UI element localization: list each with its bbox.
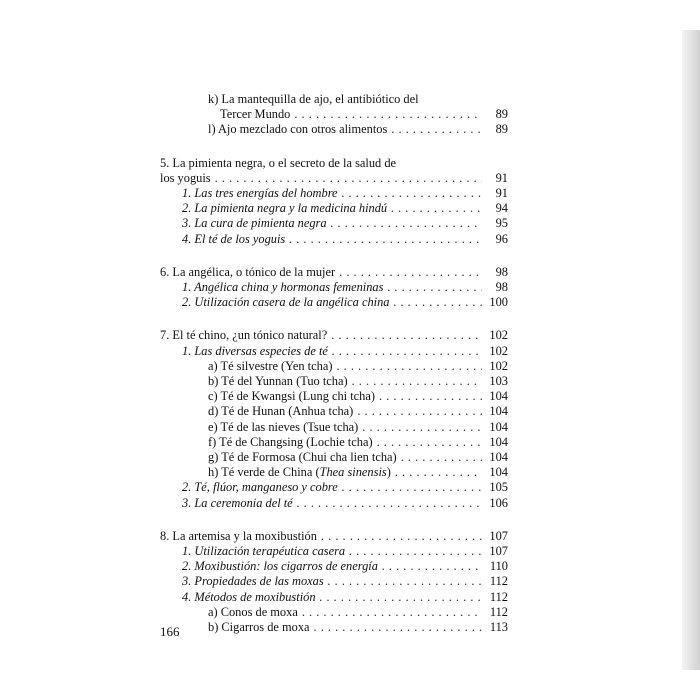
- toc-entry: [160, 344, 508, 359]
- dot-leader: [302, 605, 482, 620]
- toc-entry-title: 3. Propiedades de las moxas: [182, 574, 324, 589]
- toc-entry: [160, 216, 508, 231]
- dot-leader: [377, 435, 482, 450]
- toc-entry: [160, 544, 508, 559]
- toc-page-number: 89: [495, 122, 508, 137]
- toc-page-number: 104: [489, 434, 508, 449]
- toc-entry: [160, 201, 508, 216]
- toc-entry-title: 1. Utilización terapéutica casera: [182, 544, 346, 559]
- toc-page-number: 112: [489, 589, 508, 604]
- toc-entry: [160, 605, 508, 620]
- toc-entry-title: a) Conos de moxa: [208, 604, 298, 619]
- toc-page-number: 98: [495, 280, 508, 295]
- toc-entry-title-part: ): [386, 465, 391, 480]
- toc-entry: [160, 574, 508, 589]
- dot-leader: [349, 544, 482, 559]
- toc-entry: [160, 122, 508, 137]
- toc-page-number: 94: [495, 201, 508, 216]
- toc-page-number: 104: [489, 404, 508, 419]
- toc-entry: [160, 265, 508, 280]
- toc-page-number: 91: [495, 170, 508, 185]
- toc-entry-title: 4. El té de los yoguis: [182, 231, 286, 246]
- toc-page-number: 102: [489, 343, 508, 358]
- dot-leader: [357, 404, 482, 419]
- toc-page-number: 100: [489, 295, 508, 310]
- dot-leader: [379, 389, 482, 404]
- toc-entry: [160, 389, 508, 404]
- section-gap: [160, 310, 508, 328]
- dot-leader: [395, 465, 482, 480]
- dot-leader: [294, 107, 482, 122]
- toc-entry: [160, 480, 508, 495]
- section-gap: [160, 138, 508, 156]
- toc-entry-title: a) Té silvestre (Yen tcha): [208, 358, 333, 373]
- dot-leader: [342, 186, 482, 201]
- toc-entry: [160, 186, 508, 201]
- toc-page-number: 106: [489, 495, 508, 510]
- toc-page-number: 104: [489, 389, 508, 404]
- toc-entry-title: 6. La angélica, o tónico de la mujer: [160, 264, 336, 279]
- toc-entry: [160, 450, 508, 465]
- toc-entry-title: 1. Las diversas especies de té: [182, 343, 328, 358]
- toc-page-number: 103: [489, 374, 508, 389]
- page-number: 166: [160, 624, 180, 639]
- toc-entry: [160, 374, 508, 389]
- toc-entry: [160, 465, 508, 480]
- dot-leader: [215, 171, 482, 186]
- toc-page-number: 110: [489, 559, 508, 574]
- toc-entry-title: 2. Moxibustión: los cigarros de energía: [182, 559, 378, 574]
- toc-entry: [160, 404, 508, 419]
- dot-leader: [321, 529, 482, 544]
- toc-page-number: 112: [489, 604, 508, 619]
- toc-entry-title-italic: Thea sinensis: [319, 465, 387, 480]
- toc-entry-title: e) Té de las nieves (Tsue tcha): [208, 419, 359, 434]
- toc-entry: [160, 559, 508, 574]
- toc-entry-title: d) Té de Hunan (Anhua tcha): [208, 404, 354, 419]
- toc-entry: [160, 359, 508, 374]
- book-spine-shadow: [682, 30, 700, 670]
- toc-entry-title: [208, 465, 391, 480]
- dot-leader: [339, 265, 482, 280]
- toc-entry: [160, 328, 508, 343]
- dot-leader: [342, 480, 482, 495]
- toc-entry: [160, 620, 508, 635]
- toc-entry-title: 1. Las tres energías del hombre: [182, 186, 338, 201]
- toc-entry-title: b) Cigarros de moxa: [208, 620, 310, 635]
- toc-entry-title: 3. La ceremonia del té: [182, 495, 293, 510]
- toc-page-number: 96: [495, 231, 508, 246]
- dot-leader: [387, 280, 482, 295]
- toc-page-number: 104: [489, 419, 508, 434]
- toc-entry-title: Tercer Mundo: [220, 107, 291, 122]
- dot-leader: [289, 232, 482, 247]
- dot-leader: [336, 359, 482, 374]
- toc-entry-title: 1. Angélica china y hormonas femeninas: [182, 280, 384, 295]
- dot-leader: [391, 201, 482, 216]
- dot-leader: [401, 450, 482, 465]
- toc-heading-line: 5. La pimienta negra, o el secreto de la salud de: [160, 155, 397, 170]
- section-gap: [160, 247, 508, 265]
- toc-entry: [160, 107, 508, 122]
- toc-page-number: 112: [489, 574, 508, 589]
- toc-entry-title: 4. Métodos de moxibustión: [182, 589, 316, 604]
- dot-leader: [331, 216, 482, 231]
- toc-entry-title: 2. Utilización casera de la angélica china: [182, 295, 390, 310]
- toc-page-number: 91: [495, 186, 508, 201]
- toc-page-number: 89: [495, 107, 508, 122]
- toc-entry-title: l) Ajo mezclado con otros alimentos: [208, 122, 388, 137]
- toc-page-number: 105: [489, 480, 508, 495]
- toc-entry: [160, 590, 508, 605]
- toc-entry-title: c) Té de Kwangsi (Lung chi tcha): [208, 389, 375, 404]
- toc-entry-title: 2. Té, flúor, manganeso y cobre: [182, 480, 338, 495]
- toc-entry-title: los yoguis: [160, 170, 211, 185]
- table-of-contents: [160, 92, 508, 635]
- toc-entry: [160, 232, 508, 247]
- toc-page-number: 104: [489, 465, 508, 480]
- toc-page-number: 95: [495, 216, 508, 231]
- dot-leader: [314, 620, 482, 635]
- toc-page-number: 107: [489, 528, 508, 543]
- dot-leader: [362, 420, 482, 435]
- toc-entry: [160, 280, 508, 295]
- toc-entry: [160, 529, 508, 544]
- dot-leader: [352, 374, 482, 389]
- toc-entry-title: f) Té de Changsing (Lochie tcha): [208, 434, 373, 449]
- toc-entry-title: g) Té de Formosa (Chui cha lien tcha): [208, 450, 397, 465]
- section-gap: [160, 511, 508, 529]
- dot-leader: [320, 590, 482, 605]
- dot-leader: [332, 344, 482, 359]
- dot-leader: [382, 559, 482, 574]
- dot-leader: [328, 574, 482, 589]
- dot-leader: [394, 295, 482, 310]
- toc-entry-title-part: h) Té verde de China (: [208, 465, 320, 480]
- toc-entry-title: 8. La artemisa y la moxibustión: [160, 528, 317, 543]
- toc-page-number: 98: [495, 264, 508, 279]
- toc-page-number: 104: [489, 450, 508, 465]
- dot-leader: [391, 122, 482, 137]
- toc-page-number: 113: [489, 620, 508, 635]
- toc-page-number: 102: [489, 358, 508, 373]
- toc-entry-title: 3. La cura de pimienta negra: [182, 216, 327, 231]
- toc-entry-title: 7. El té chino, ¿un tónico natural?: [160, 328, 328, 343]
- toc-entry: [160, 496, 508, 511]
- toc-entry: [160, 295, 508, 310]
- toc-page-number: 102: [489, 328, 508, 343]
- dot-leader: [297, 496, 482, 511]
- toc-entry-title: b) Té del Yunnan (Tuo tcha): [208, 374, 348, 389]
- toc-entry: [160, 171, 508, 186]
- toc-heading-line: k) La mantequilla de ajo, el antibiótico del: [208, 92, 419, 106]
- toc-entry-title: 2. La pimienta negra y la medicina hindú: [182, 201, 388, 216]
- toc-entry: [160, 435, 508, 450]
- toc-page-number: 107: [489, 544, 508, 559]
- dot-leader: [331, 328, 482, 343]
- toc-entry: [160, 420, 508, 435]
